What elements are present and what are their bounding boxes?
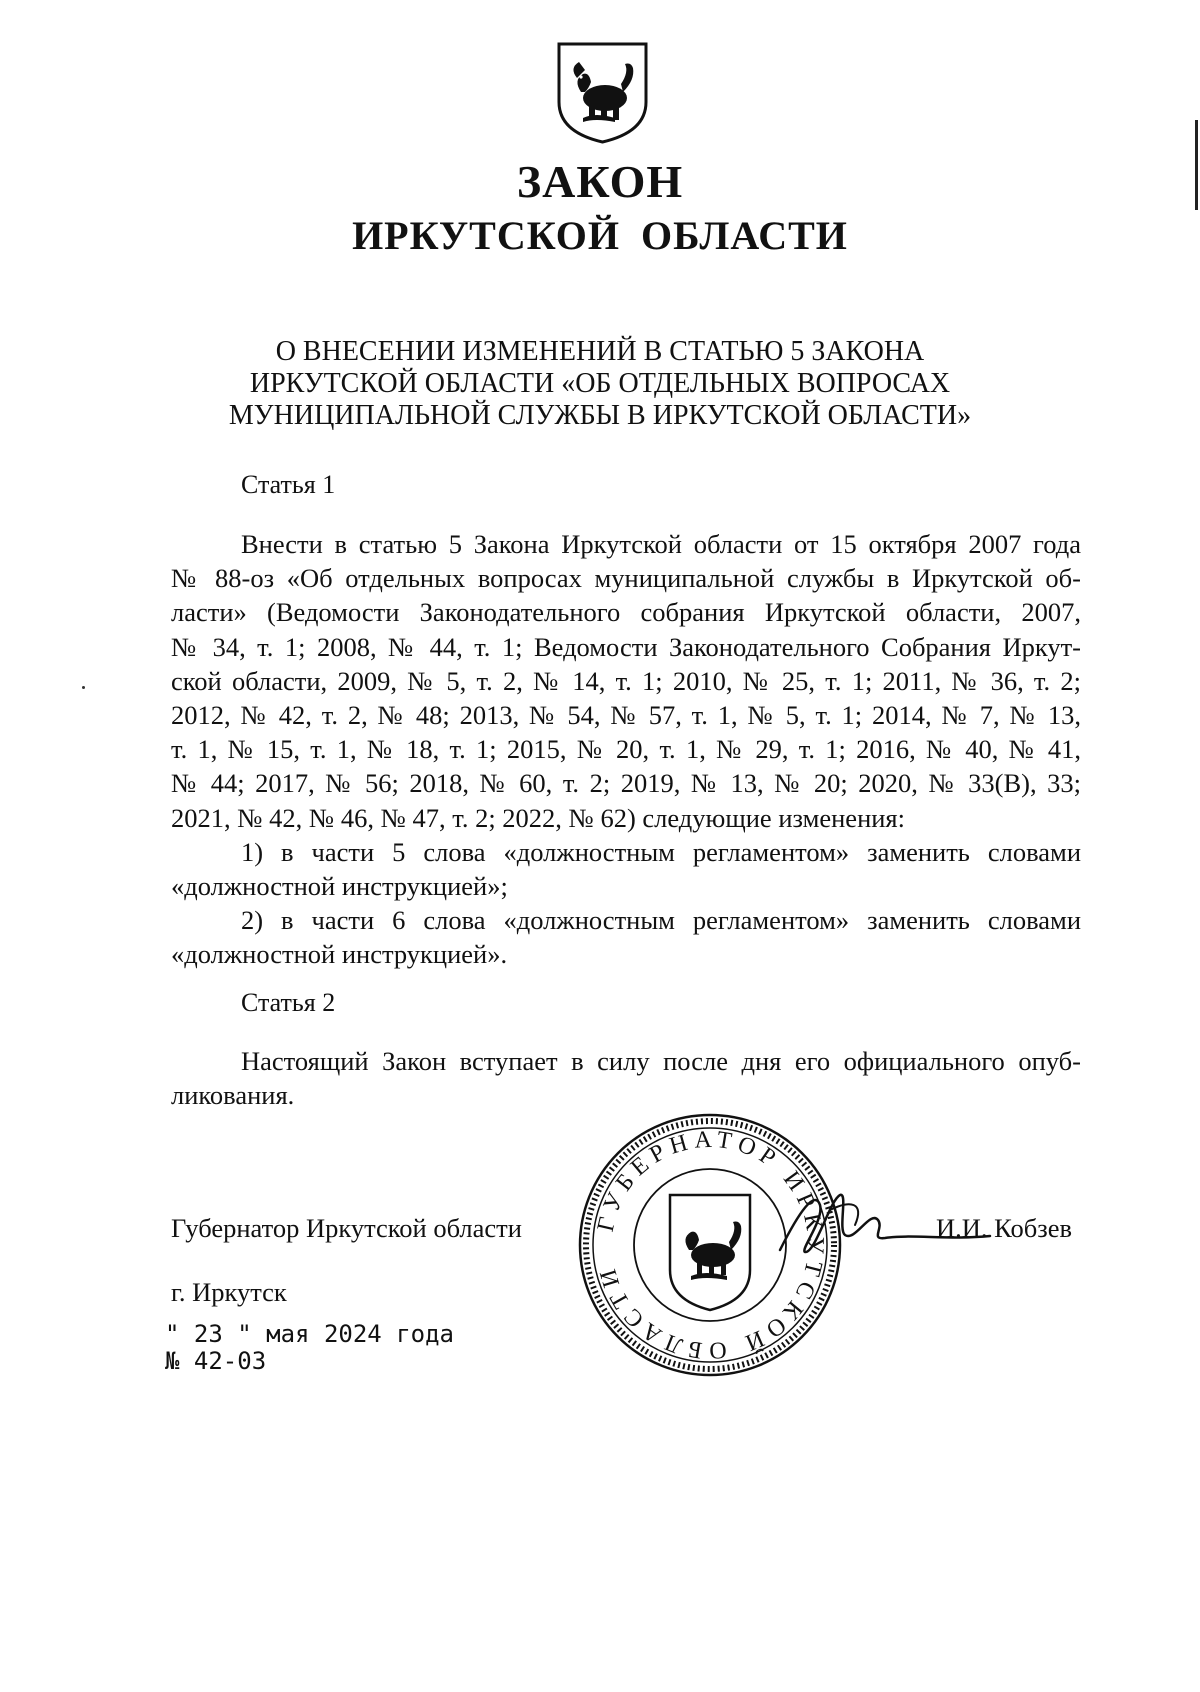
- amendment-item-1: 1) в части 5 слова «должностным регламентом» заменить словами: [241, 836, 1081, 867]
- paragraph-line: ской области, 2009, № 5, т. 2, № 14, т. 1; 2010, № 25, т. 1; 2011, № 36, т. 2;: [171, 665, 1081, 696]
- paragraph-line: ликования.: [171, 1080, 295, 1111]
- governor-title: Губернатор Иркутской области: [171, 1213, 522, 1243]
- paragraph-line: т. 1, № 15, т. 1, № 18, т. 1; 2015, № 20, т. 1, № 29, т. 1; 2016, № 40, № 41,: [171, 734, 1081, 765]
- paragraph-line: Настоящий Закон вступает в силу после дня его официального опуб-: [241, 1046, 1081, 1076]
- governor-name: И.И. Кобзев: [936, 1213, 1072, 1243]
- article-2-body: [171, 1044, 1081, 1112]
- article-1-body: [171, 527, 1081, 972]
- subject-line: ИРКУТСКОЙ ОБЛАСТИ «ОБ ОТДЕЛЬНЫХ ВОПРОСАХ: [249, 368, 951, 399]
- paragraph-line: № 34, т. 1; 2008, № 44, т. 1; Ведомости Законодательного Собрания Иркут-: [171, 631, 1081, 662]
- amendment-item-2: 2) в части 6 слова «должностным регламентом» заменить словами: [241, 905, 1081, 936]
- paragraph-line: 2012, № 42, т. 2, № 48; 2013, № 54, № 57, т. 1, № 5, т. 1; 2014, № 7, № 13,: [171, 700, 1081, 731]
- coat-of-arms-icon: [555, 40, 650, 145]
- paragraph-line: ласти» (Ведомости Законодательного собрания Иркутской области, 2007,: [171, 597, 1081, 628]
- seal-inscription: ГУБЕРНАТОР ИРКУТСКОЙ ОБЛАСТИ: [592, 1126, 829, 1364]
- subject-line: О ВНЕСЕНИИ ИЗМЕНЕНИЙ В СТАТЬЮ 5 ЗАКОНА: [275, 336, 925, 367]
- law-number: № 42-03: [165, 1347, 267, 1375]
- scan-speck: [82, 686, 85, 689]
- law-title: ЗАКОН: [516, 156, 684, 207]
- place-of-signing: г. Иркутск: [171, 1277, 287, 1307]
- paragraph-line: Внести в статью 5 Закона Иркутской области от 15 октября 2007 года: [241, 529, 1081, 559]
- paragraph-line: 2021, № 42, № 46, № 47, т. 2; 2022, № 62) следующие изменения:: [171, 802, 905, 833]
- article-2-heading: Статья 2: [241, 988, 336, 1017]
- paragraph-line: «должностной инструкцией»;: [171, 871, 508, 902]
- law-subject: [180, 336, 1020, 432]
- subject-line: МУНИЦИПАЛЬНОЙ СЛУЖБЫ В ИРКУТСКОЙ ОБЛАСТИ»: [228, 400, 972, 431]
- signing-date: " 23 " мая 2024 года: [165, 1320, 454, 1348]
- paragraph-line: № 88-оз «Об отдельных вопросах муниципальной службы в Иркутской об-: [171, 563, 1081, 594]
- law-region-title: ИРКУТСКОЙ ОБЛАСТИ: [352, 213, 848, 258]
- article-1-heading: Статья 1: [241, 470, 336, 499]
- paragraph-line: № 44; 2017, № 56; 2018, № 60, т. 2; 2019, № 13, № 20; 2020, № 33(В), 33;: [171, 768, 1081, 799]
- paragraph-line: «должностной инструкцией».: [171, 939, 508, 970]
